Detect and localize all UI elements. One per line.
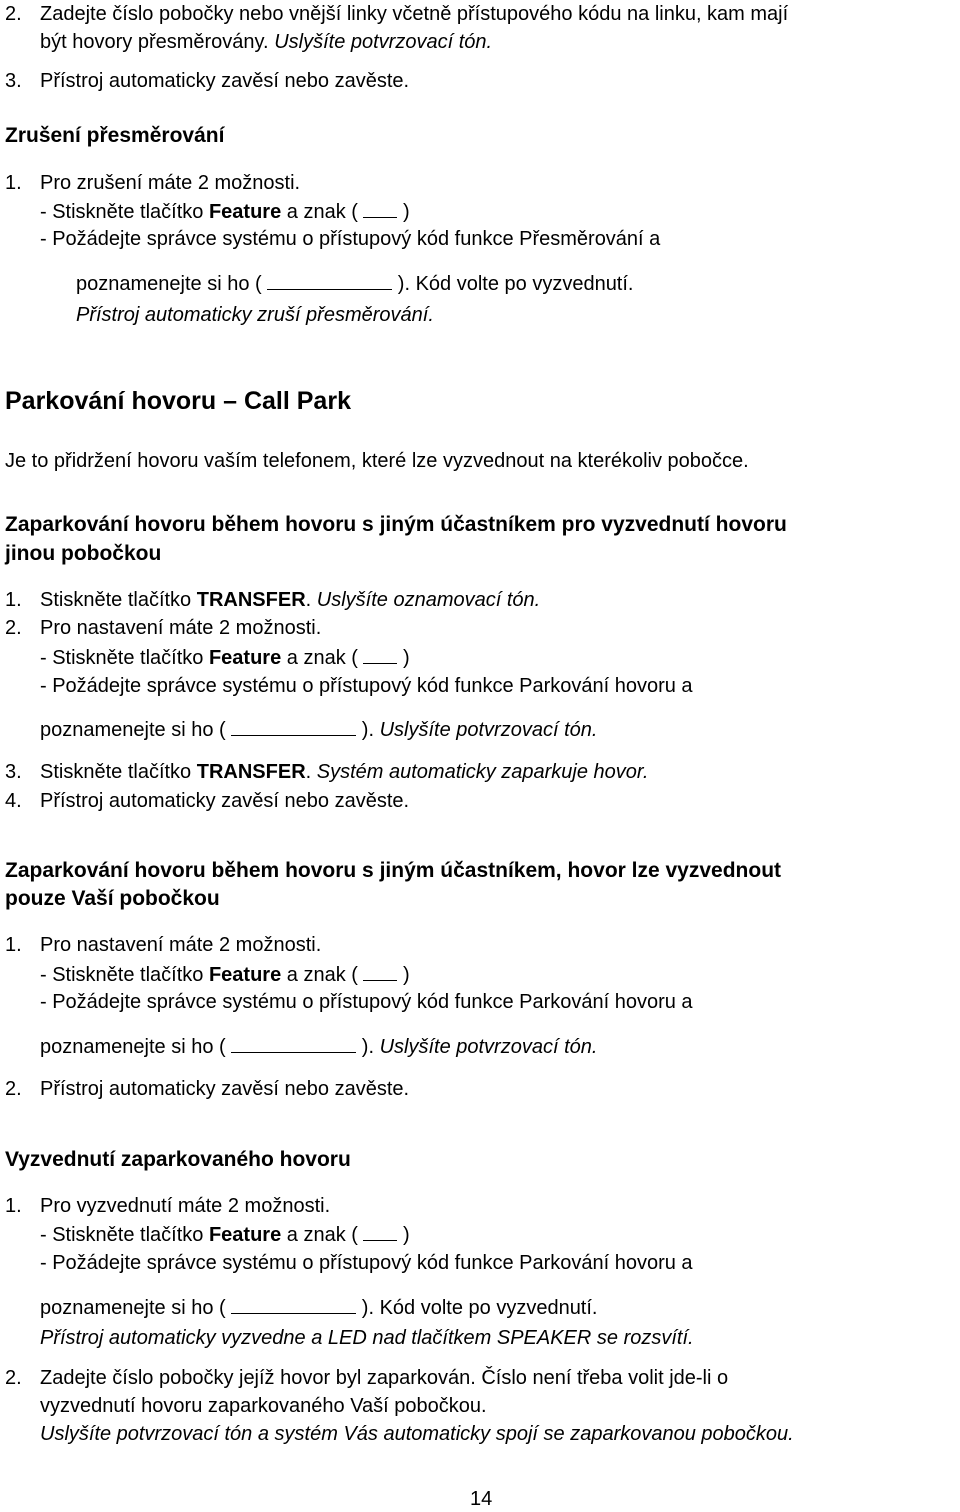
section-heading: pouze Vaší pobočkou (5, 887, 220, 910)
step-number: 2. (5, 1367, 22, 1389)
option-line: - Požádejte správce systému o přístupový kód funkce Parkování hovoru a (40, 675, 693, 697)
step-number: 2. (5, 1078, 22, 1100)
blank-line (231, 1295, 356, 1314)
step-number: 4. (5, 790, 22, 812)
blank-line (267, 271, 392, 290)
step-number: 2. (5, 617, 22, 639)
step-text: Stiskněte tlačítko TRANSFER. Systém automaticky zaparkuje hovor. (40, 761, 649, 783)
step-text: Přístroj automaticky zavěsí nebo zavěste. (40, 790, 410, 812)
option-line: - Požádejte správce systému o přístupový kód funkce Parkování hovoru a (40, 1252, 693, 1274)
step-text: být hovory přesměrovány. Uslyšíte potvrzovací tón. (40, 31, 493, 53)
option-line: poznamenejte si ho ( ). Kód volte po vyzvednutí. (40, 1297, 598, 1319)
italic-note: Přístroj automaticky zruší přesměrování. (76, 304, 434, 326)
blank-line (231, 717, 356, 736)
step-text: vyzvednutí hovoru zaparkovaného Vaší pobočkou. (40, 1395, 487, 1417)
option-line: - Požádejte správce systému o přístupový kód funkce Parkování hovoru a (40, 991, 693, 1013)
step-text: Pro zrušení máte 2 možnosti. (40, 172, 301, 194)
blank-line (363, 645, 397, 664)
step-number: 3. (5, 70, 22, 92)
blank-line (363, 1222, 397, 1241)
step-number: 1. (5, 1195, 22, 1217)
italic-note: Uslyšíte potvrzovací tón a systém Vás automaticky spojí se zaparkovanou pobočkou. (40, 1423, 794, 1445)
step-number: 3. (5, 761, 22, 783)
section-heading: Vyzvednutí zaparkovaného hovoru (5, 1148, 351, 1171)
option-line: - Stiskněte tlačítko Feature a znak ( ) (40, 201, 410, 223)
step-text: Přístroj automaticky zavěsí nebo zavěste. (40, 70, 410, 92)
blank-line (363, 199, 397, 218)
option-line: - Požádejte správce systému o přístupový kód funkce Přesměrování a (40, 228, 661, 250)
step-number: 1. (5, 934, 22, 956)
option-line: poznamenejte si ho ( ). Uslyšíte potvrzovací tón. (40, 719, 598, 741)
section-heading: jinou pobočkou (5, 542, 162, 565)
step-text: Zadejte číslo pobočky nebo vnější linky včetně přístupového kódu na linku, kam mají (40, 3, 789, 25)
option-line: poznamenejte si ho ( ). Kód volte po vyzvednutí. (76, 273, 634, 295)
step-text: Pro nastavení máte 2 možnosti. (40, 617, 322, 639)
option-line: - Stiskněte tlačítko Feature a znak ( ) (40, 1224, 410, 1246)
page-number: 14 (470, 1488, 493, 1510)
step-number: 1. (5, 589, 22, 611)
italic-note: Přístroj automaticky vyzvedne a LED nad tlačítkem SPEAKER se rozsvítí. (40, 1327, 694, 1349)
step-number: 2. (5, 3, 22, 25)
step-text: Stiskněte tlačítko TRANSFER. Uslyšíte oznamovací tón. (40, 589, 541, 611)
chapter-heading: Parkování hovoru – Call Park (5, 387, 351, 415)
option-line: poznamenejte si ho ( ). Uslyšíte potvrzovací tón. (40, 1036, 598, 1058)
blank-line (231, 1034, 356, 1053)
blank-line (363, 962, 397, 981)
step-number: 1. (5, 172, 22, 194)
step-text: Přístroj automaticky zavěsí nebo zavěste. (40, 1078, 410, 1100)
step-text: Pro nastavení máte 2 možnosti. (40, 934, 322, 956)
section-heading: Zaparkování hovoru během hovoru s jiným účastníkem pro vyzvednutí hovoru (5, 513, 787, 536)
step-text: Pro vyzvednutí máte 2 možnosti. (40, 1195, 331, 1217)
step-text: Zadejte číslo pobočky jejíž hovor byl zaparkován. Číslo není třeba volit jde-li o (40, 1367, 729, 1389)
option-line: - Stiskněte tlačítko Feature a znak ( ) (40, 647, 410, 669)
section-heading: Zrušení přesměrování (5, 124, 225, 147)
option-line: - Stiskněte tlačítko Feature a znak ( ) (40, 964, 410, 986)
intro-text: Je to přidržení hovoru vaším telefonem, které lze vyzvednout na kterékoliv pobočce. (5, 450, 749, 472)
section-heading: Zaparkování hovoru během hovoru s jiným účastníkem, hovor lze vyzvednout (5, 859, 782, 882)
